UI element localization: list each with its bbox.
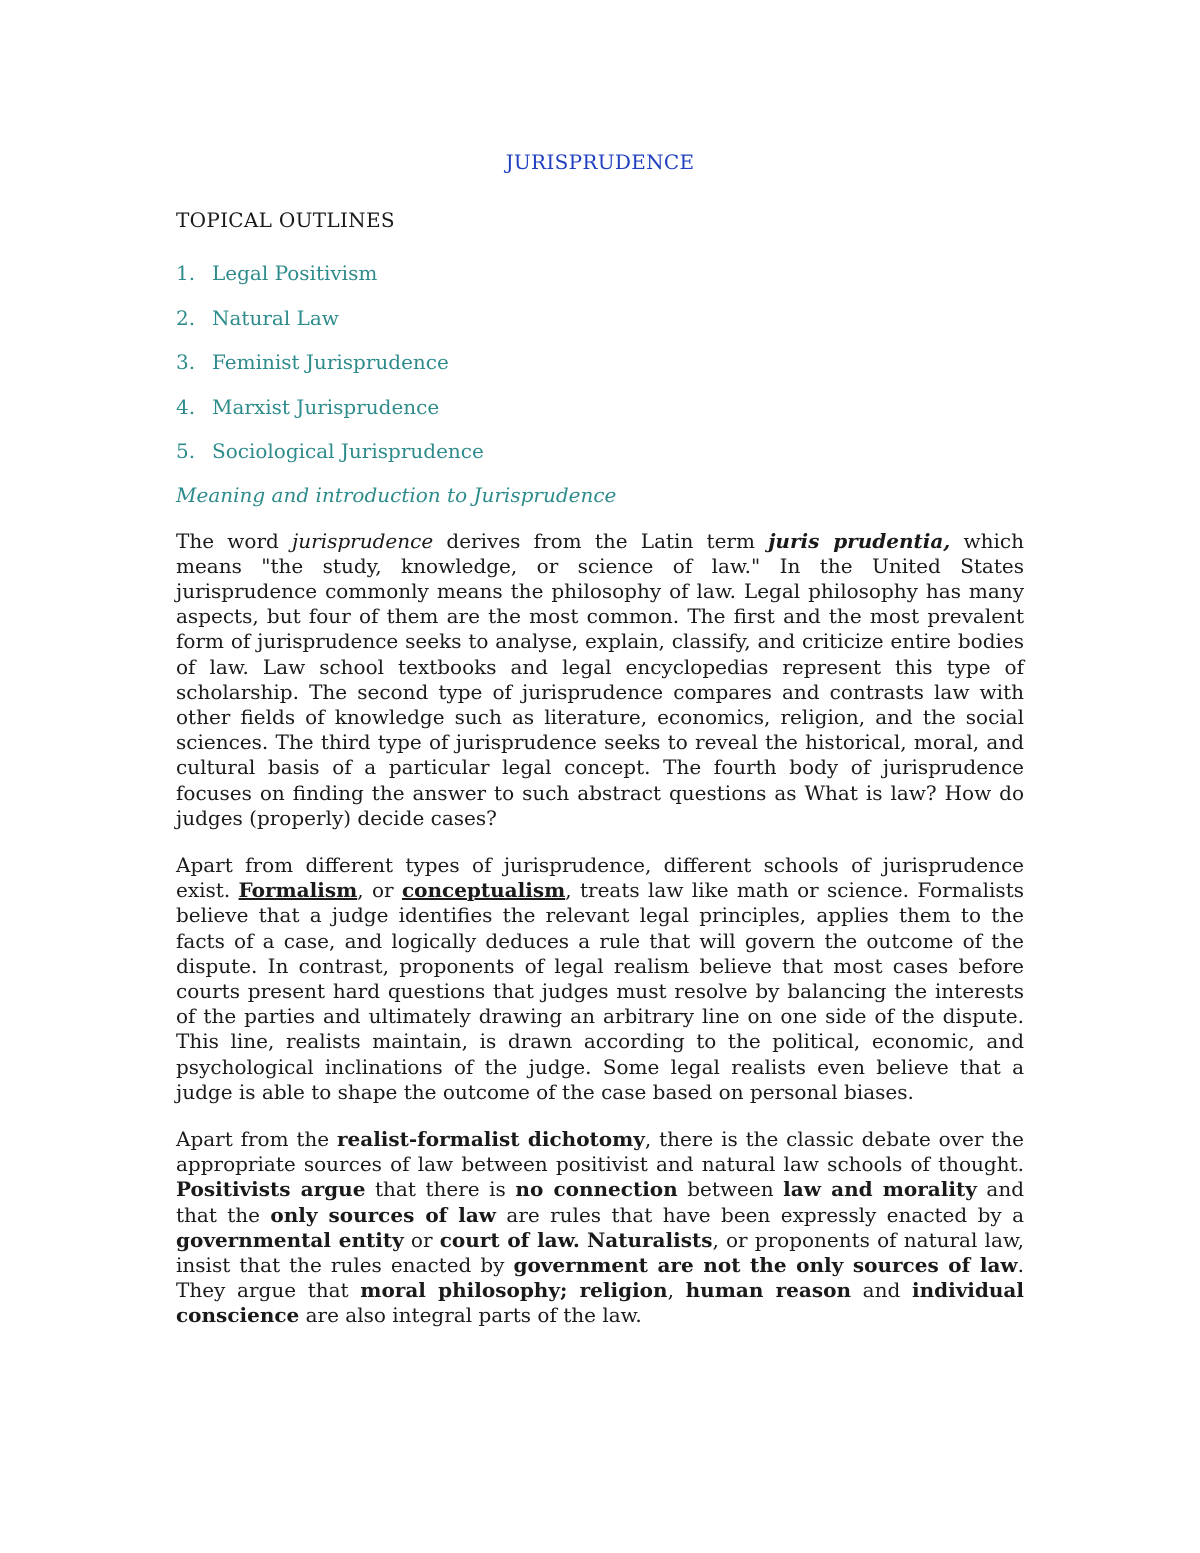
bold-term: court of law. (439, 1227, 580, 1252)
list-item-number: 1. (176, 261, 196, 285)
bold-term: governmental entity (176, 1227, 404, 1252)
list-item-label: Sociological Jurisprudence (212, 439, 484, 463)
bold-term: individual conscience (176, 1278, 1024, 1328)
text-run: that there is (365, 1177, 516, 1202)
document-title: JURISPRUDENCE (505, 150, 695, 174)
bold-term: realist-formalist dichotomy (336, 1126, 645, 1151)
text-run (580, 1228, 587, 1252)
list-item-number: 5. (176, 439, 196, 463)
text-run: , (667, 1278, 686, 1303)
paragraph-sources (176, 1127, 1024, 1329)
list-item-number: 4. (176, 394, 196, 419)
emphasized-term: juris prudentia, (768, 528, 951, 553)
paragraph-meaning (176, 529, 1024, 831)
bold-term: only sources of law (270, 1202, 497, 1227)
text-run: or (403, 1227, 440, 1252)
bold-term: conceptualism (401, 878, 566, 903)
list-item-label: Natural Law (212, 305, 339, 330)
text-run: derives from the Latin term (433, 528, 769, 553)
list-item-label: Legal Positivism (212, 261, 378, 285)
bold-term: no connection (515, 1177, 678, 1202)
bold-term: human reason (685, 1278, 851, 1303)
bold-term: Naturalists (587, 1227, 713, 1252)
bold-term: government are not the only sources of law (513, 1252, 1018, 1277)
bold-term: law and morality (783, 1177, 977, 1202)
list-item (176, 436, 1024, 481)
section-heading: Meaning and introduction to Jurisprudence (176, 482, 617, 507)
list-item (176, 303, 1024, 348)
text-run: are also integral parts of the law. (299, 1303, 642, 1328)
bold-term: Formalism (238, 878, 358, 903)
text-run: , or (357, 878, 402, 903)
text-run: Apart from the (176, 1126, 337, 1151)
document-page (176, 150, 1024, 1351)
emphasized-term: jurisprudence (292, 528, 434, 553)
text-run: , there is the classic debate over the appropriate sources of law between positivist and natural law schools of thought. (176, 1126, 1024, 1177)
topical-outline-list (176, 258, 1024, 481)
text-run: The word (176, 528, 293, 553)
paragraph-schools (176, 853, 1024, 1105)
text-run: between (677, 1177, 784, 1202)
list-item (176, 258, 1024, 303)
outline-heading: TOPICAL OUTLINES (176, 208, 395, 232)
text-run: and (851, 1278, 912, 1303)
text-run: and that the (176, 1177, 1025, 1227)
list-item (176, 347, 1024, 392)
text-run: Apart from different types of jurisprudence, different schools of jurisprudence exist. (176, 852, 1024, 903)
text-run: , treats law like math or science. Formalists believe that a judge identifies the relevant legal principles, applies them to the facts of a case, and logically deduces a rule that will govern the outcome of the dispute. In contrast, proponents of legal realism believe that most cases before courts present hard questions that judges must resolve by balancing the interests of the parties and ultimately drawing an arbitrary line on one side of the dispute. This line, realists maintain, is drawn according to the political, economic, and psychological inclinations of the judge. Some legal realists even believe that a judge is able to shape the outcome of the case based on personal biases. (176, 878, 1024, 1104)
list-item-label: Feminist Jurisprudence (212, 350, 449, 374)
bold-term: Positivists argue (176, 1177, 366, 1202)
list-item-number: 2. (176, 305, 196, 330)
text-run: . They argue that (176, 1252, 1024, 1303)
list-item (176, 392, 1024, 437)
bold-term: moral philosophy; religion (360, 1278, 668, 1303)
text-run: which means "the study, knowledge, or science of law." In the United States jurisprudence commonly means the philosophy of law. Legal philosophy has many aspects, but four of them are the most common. The first and the most prevalent form of jurisprudence seeks to analyse, explain, classify, and criticize entire bodies of law. Law school textbooks and legal encyclopedias represent this type of scholarship. The second type of jurisprudence compares and contrasts law with other fields of knowledge such as literature, economics, religion, and the social sciences. The third type of jurisprudence seeks to reveal the historical, moral, and cultural basis of a particular legal concept. The fourth body of jurisprudence focuses on finding the answer to such abstract questions as What is law? How do judges (properly) decide cases? (176, 528, 1024, 830)
list-item-number: 3. (176, 350, 196, 374)
text-run: , or proponents of natural law, insist that the rules enacted by (176, 1227, 1024, 1277)
text-run: are rules that have been expressly enacted by a (496, 1202, 1024, 1227)
list-item-label: Marxist Jurisprudence (212, 394, 440, 419)
